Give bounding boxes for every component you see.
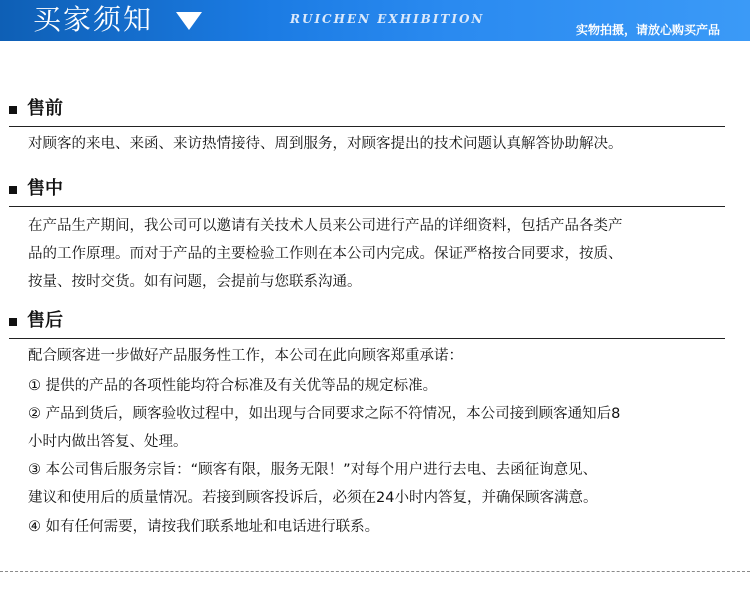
paragraph-line: 品的工作原理。而对于产品的主要检验工作则在本公司内完成。保证严格按合同要求，按质、 <box>28 246 623 262</box>
triangle-down-icon <box>176 12 202 30</box>
paragraph-line: ④ 如有任何需要，请按我们联系地址和电话进行联系。 <box>28 519 380 535</box>
section-heading-presale <box>9 96 725 127</box>
banner-title: 买家须知 <box>33 3 154 36</box>
square-bullet-icon <box>9 106 17 114</box>
dotted-divider <box>0 571 750 572</box>
paragraph-line: ① 提供的产品的各项性能均符合标准及有关优等品的规定标准。 <box>28 378 438 394</box>
section-title: 售中 <box>27 178 63 199</box>
paragraph-line: 按量、按时交货。如有问题，会提前与您联系沟通。 <box>28 274 362 290</box>
section-title: 售后 <box>27 310 63 331</box>
banner-tagline: 实物拍摄，请放心购买产品 <box>575 23 720 37</box>
section-title: 售前 <box>27 98 63 119</box>
section-heading-aftersale <box>9 308 725 339</box>
paragraph-line: 配合顾客进一步做好产品服务性工作，本公司在此向顾客郑重承诺： <box>28 348 463 364</box>
banner-subtitle: RUICHEN EXHIBITION <box>290 12 485 26</box>
section-heading-insale <box>9 176 725 207</box>
paragraph-line: 对顾客的来电、来函、来访热情接待、周到服务，对顾客提出的技术问题认真解答协助解决。 <box>28 136 623 152</box>
square-bullet-icon <box>9 318 17 326</box>
paragraph-line: ② 产品到货后，顾客验收过程中，如出现与合同要求之际不符情况，本公司接到顾客通知后8 <box>28 406 621 422</box>
paragraph-line: 建议和使用后的质量情况。若接到顾客投诉后，必须在24小时内答复，并确保顾客满意。 <box>28 490 598 506</box>
paragraph-line: 小时内做出答复、处理。 <box>28 434 188 450</box>
header-banner <box>0 0 750 41</box>
paragraph-line: ③ 本公司售后服务宗旨：“顾客有限，服务无限！”对每个用户进行去电、去函征询意见、 <box>28 462 598 478</box>
paragraph-line: 在产品生产期间，我公司可以邀请有关技术人员来公司进行产品的详细资料，包括产品各类产 <box>28 218 623 234</box>
square-bullet-icon <box>9 186 17 194</box>
